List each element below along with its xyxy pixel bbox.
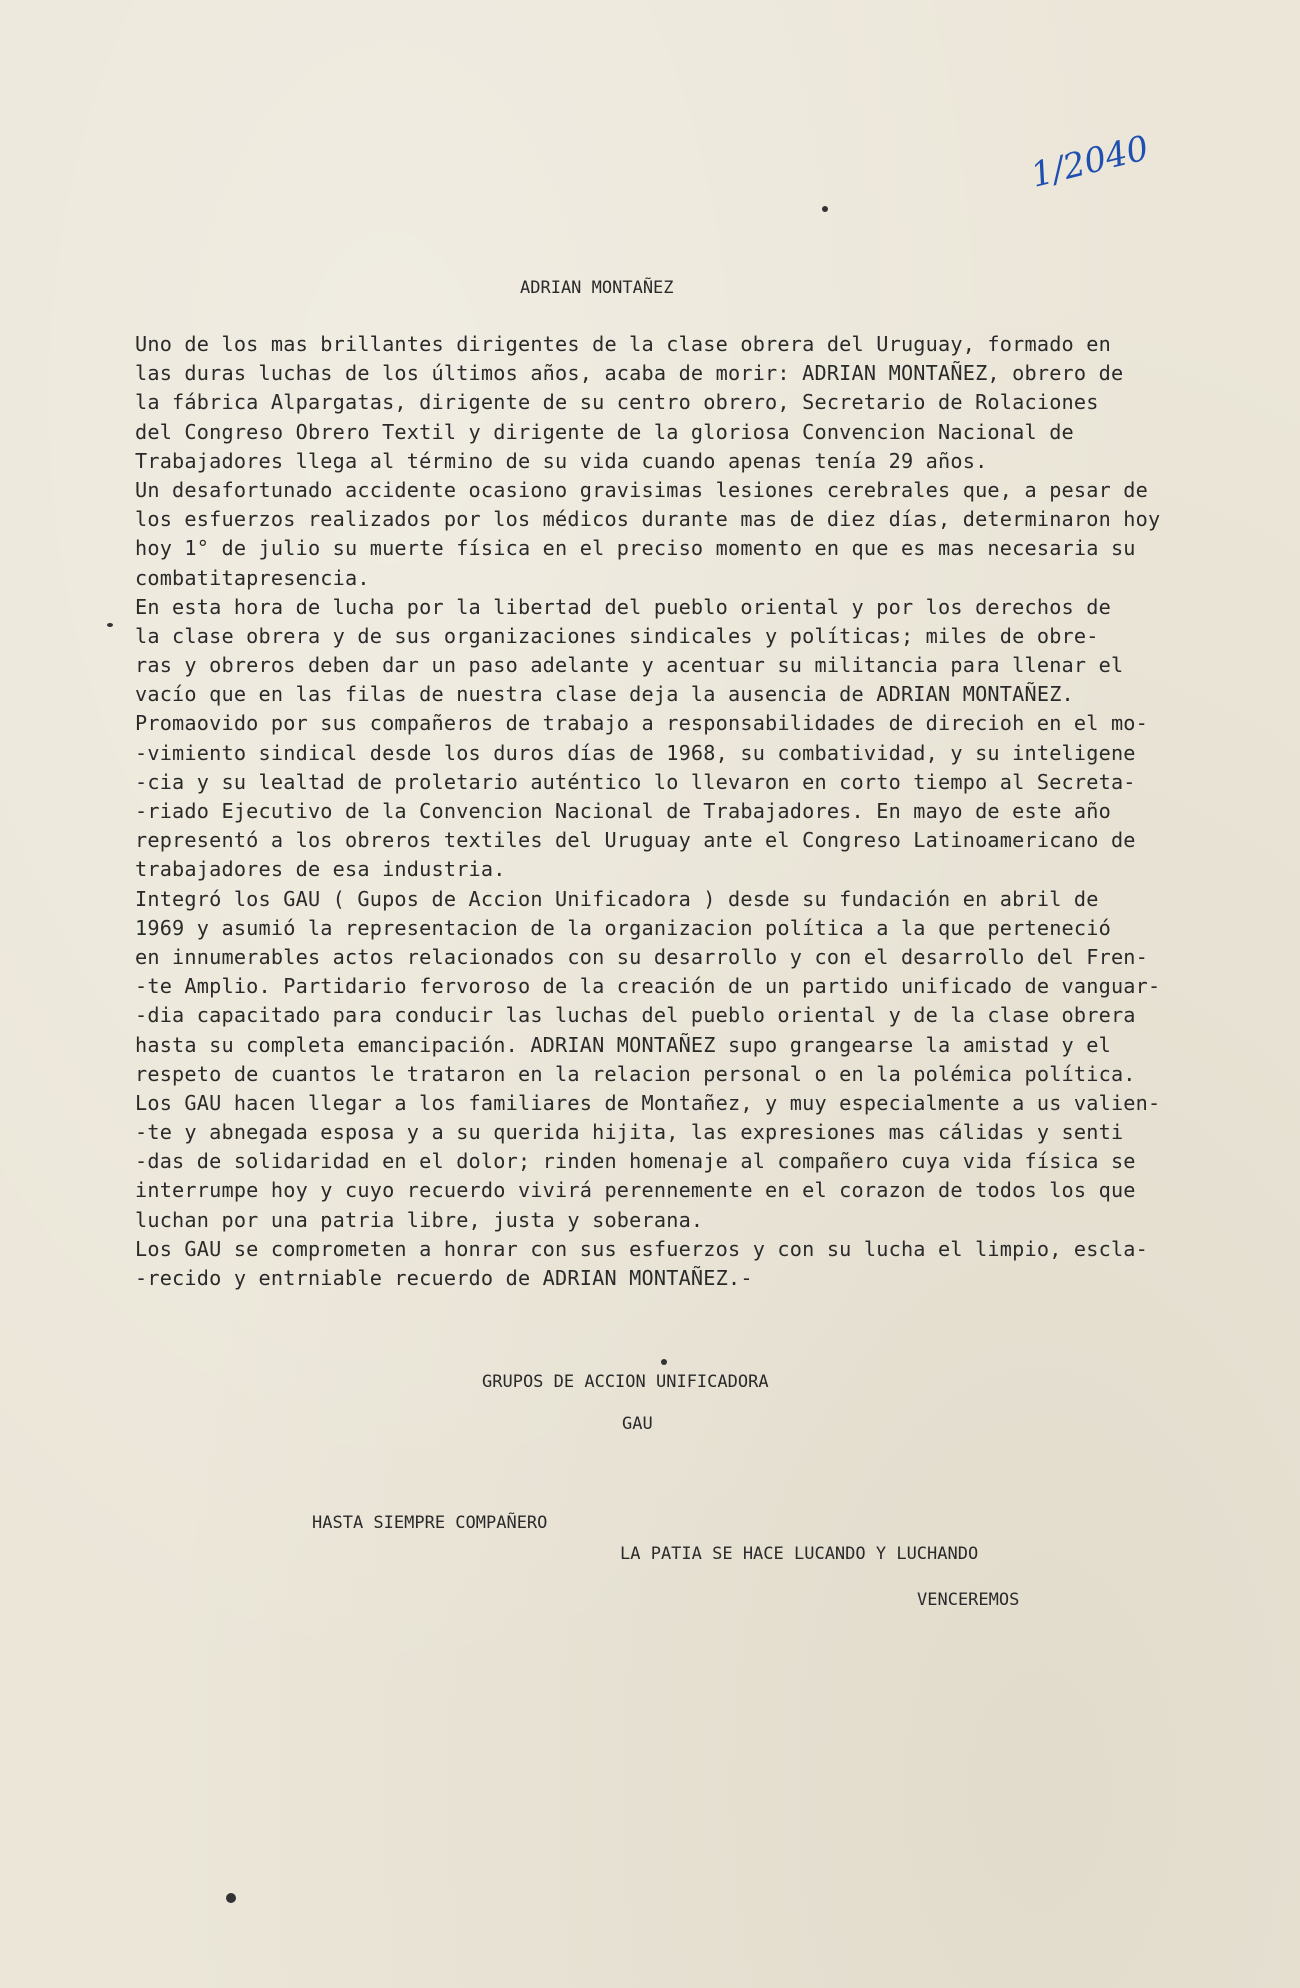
body-line: -dia capacitado para conducir las luchas del pueblo oriental y de la clase obrera [135, 1003, 1136, 1028]
document-body [135, 330, 1195, 1293]
handwritten-archive-reference: 1/2040 [1026, 128, 1153, 196]
body-line: -vimiento sindical desde los duros días de 1968, su combatividad, y su inteligene [135, 740, 1136, 765]
body-line: la fábrica Alpargatas, dirigente de su centro obrero, Secretario de Rolaciones [135, 390, 1099, 415]
paper-speck [822, 206, 828, 212]
paper-speck [226, 1893, 236, 1903]
body-line: Un desafortunado accidente ocasiono gravisimas lesiones cerebrales que, a pesar de [135, 477, 1149, 502]
body-line: -riado Ejecutivo de la Convencion Nacional de Trabajadores. En mayo de este año [135, 799, 1111, 823]
body-line: los esfuerzos realizados por los médicos durante mas de diez días, determinaron hoy [135, 507, 1161, 532]
paper-speck [661, 1359, 667, 1365]
body-line: luchan por una patria libre, justa y soberana. [135, 1207, 704, 1232]
body-line: Promaovido por sus compañeros de trabajo a responsabilidades de direcioh en el mo- [135, 711, 1149, 736]
signature-org-acronym: GAU [622, 1414, 653, 1434]
body-line: hoy 1° de julio su muerte física en el preciso momento en que es mas necesaria su [135, 536, 1136, 561]
body-line: -recido y entrniable recuerdo de ADRIAN MONTAÑEZ.- [135, 1266, 753, 1290]
body-line: -cia y su lealtad de proletario auténtico lo llevaron en corto tiempo al Secreta- [135, 769, 1136, 794]
signature-org-name: GRUPOS DE ACCION UNIFICADORA [482, 1372, 769, 1392]
body-line: vacío que en las filas de nuestra clase deja la ausencia de ADRIAN MONTAÑEZ. [135, 682, 1074, 707]
body-line: en innumerables actos relacionados con su desarrollo y con el desarrollo del Fren- [135, 944, 1149, 969]
body-line: la clase obrera y de sus organizaciones sindicales y políticas; miles de obre- [135, 623, 1099, 648]
body-line: interrumpe hoy y cuyo recuerdo vivirá perennemente en el corazon de todos los que [135, 1178, 1136, 1203]
body-line: Los GAU se comprometen a honrar con sus esfuerzos y con su lucha el limpio, escla- [135, 1236, 1149, 1261]
body-line: Los GAU hacen llegar a los familiares de Montañez, y muy especialmente a us valien- [135, 1090, 1161, 1115]
body-line: hasta su completa emancipación. ADRIAN MONTAÑEZ supo grangearse la amistad y el [135, 1032, 1111, 1057]
motto-line: LA PATIA SE HACE LUCANDO Y LUCHANDO [620, 1544, 979, 1564]
body-line: representó a los obreros textiles del Uruguay ante el Congreso Latinoamericano de [135, 828, 1136, 853]
body-line: -te y abnegada esposa y a su querida hijita, las expresiones mas cálidas y senti [135, 1120, 1124, 1145]
body-line: combatitapresencia. [135, 565, 370, 590]
closing-line: VENCEREMOS [917, 1590, 1020, 1610]
body-line: Uno de los mas brillantes dirigentes de la clase obrera del Uruguay, formado en [135, 332, 1111, 356]
document-title: ADRIAN MONTAÑEZ [520, 278, 674, 298]
body-line: Trabajadores llega al término de su vida cuando apenas tenía 29 años. [135, 448, 988, 473]
body-line: -das de solidaridad en el dolor; rinden homenaje al compañero cuya vida física se [135, 1149, 1136, 1174]
body-line: -te Amplio. Partidario fervoroso de la creación de un partido unificado de vanguar- [135, 974, 1161, 999]
body-line: En esta hora de lucha por la libertad del pueblo oriental y por los derechos de [135, 594, 1111, 619]
body-line: respeto de cuantos le trataron en la relacion personal o en la polémica política. [135, 1061, 1136, 1086]
body-line: trabajadores de esa industria. [135, 857, 506, 882]
paper-speck [107, 623, 113, 627]
farewell-line: HASTA SIEMPRE COMPAÑERO [312, 1513, 548, 1533]
body-line: ras y obreros deben dar un paso adelante y acentuar su militancia para llenar el [135, 653, 1124, 678]
body-line: 1969 y asumió la representacion de la organizacion política a la que perteneció [135, 915, 1111, 940]
body-line: las duras luchas de los últimos años, acaba de morir: ADRIAN MONTAÑEZ, obrero de [135, 361, 1124, 386]
body-line: del Congreso Obrero Textil y dirigente de la gloriosa Convencion Nacional de [135, 419, 1074, 444]
body-line: Integró los GAU ( Gupos de Accion Unificadora ) desde su fundación en abril de [135, 886, 1099, 911]
